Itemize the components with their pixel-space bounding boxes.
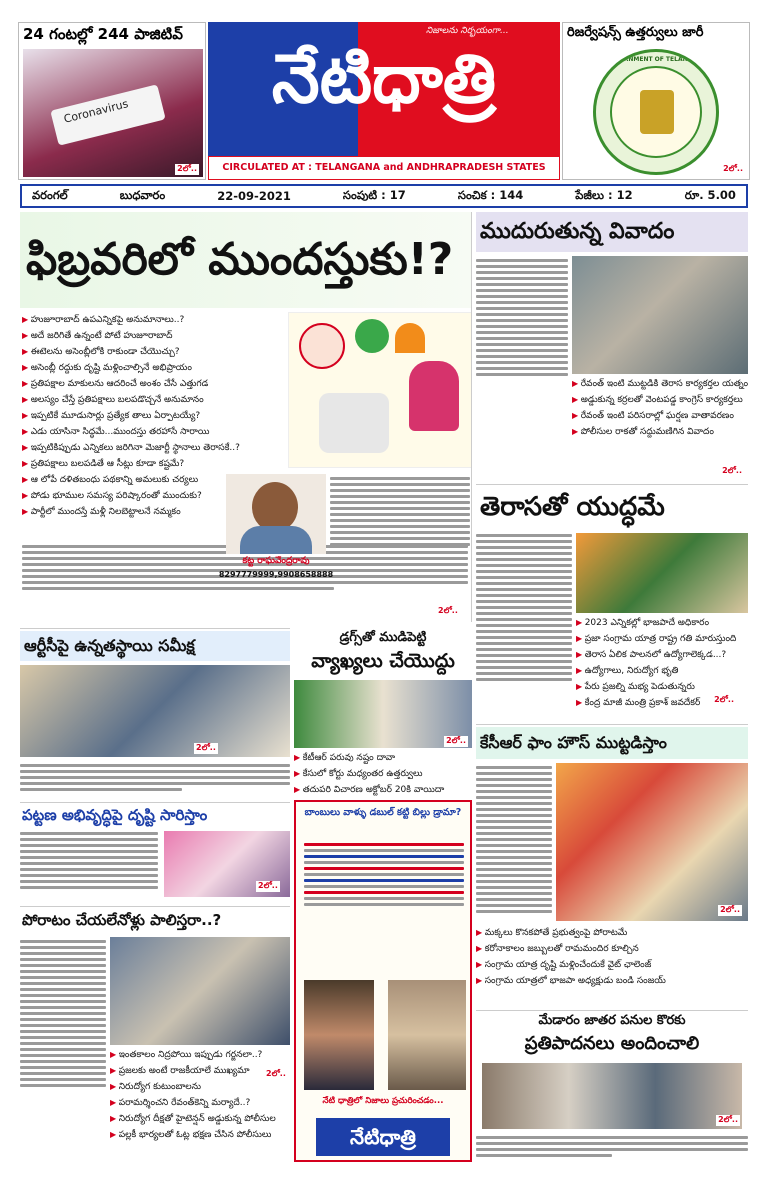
trs-bullet: ▶ కేంద్ర మాజీ మంత్రి ప్రకాశ్ జవదేకర్ bbox=[576, 695, 748, 711]
drugs-bullet: ▶ కేసులో కోర్టు మధ్యంతర ఉత్తర్వులు bbox=[294, 766, 472, 782]
lead-bullet: ▶ పార్టీలో ముందస్తే మళ్లీ నిలబెట్టాలనే నమ్మకం bbox=[22, 504, 282, 520]
medaram-photo bbox=[482, 1063, 742, 1129]
logo-block bbox=[208, 22, 560, 180]
ad-logo: నేటిధాత్రి bbox=[350, 1125, 416, 1149]
page-ref-left-promo: 2లో.. bbox=[177, 164, 197, 173]
ad-title: బాంబులు వాళ్ళు డబుల్ కట్టి బిల్లు డ్రామా? bbox=[304, 807, 462, 818]
rtc-headline-band bbox=[20, 631, 290, 661]
coronavirus-label: Coronavirus bbox=[62, 97, 130, 126]
protest-bullet: ▶ పల్లకీ భార్యలతో ఓట్ల భక్షణ చేసిన పోలీసులు bbox=[110, 1127, 290, 1143]
medaram-body-text bbox=[476, 1133, 748, 1160]
dispute-bullet: ▶ పోలీసుల రాకతో సద్దుమణిగిన వివాదం bbox=[572, 424, 748, 440]
political-cartoon bbox=[288, 312, 472, 468]
trs-story[interactable] bbox=[476, 484, 748, 720]
dispute-story[interactable] bbox=[476, 212, 748, 480]
info-issue: సంచిక : 144 bbox=[457, 187, 524, 202]
lead-bullet: ▶ ప్రతిపక్షాల మాకులను ఆదరించే అంశం చేసే ఎత్తుగడ bbox=[22, 376, 282, 392]
lead-side-text bbox=[330, 474, 470, 549]
protest-bullet: ▶ ప్రజలకు అంటే రాజకీయాలే ముఖ్యమా bbox=[110, 1063, 290, 1079]
lead-bullet: ▶ అదే జరిగితే ఉన్నంటే పోటే హుజూరాబాద్ bbox=[22, 328, 282, 344]
columnist-phone: 8297779999,9908658888 bbox=[218, 570, 334, 579]
dispute-photo bbox=[572, 256, 748, 374]
drugs-headline: వ్యాఖ్యలు చేయొద్దు bbox=[311, 650, 455, 672]
trs-bullet: ▶ ప్రజా సంగ్రామ యాత్ర రాష్ట్ర గతి మారుస్తుంది bbox=[576, 631, 748, 647]
trs-photo bbox=[576, 533, 748, 613]
protest-bullet: ▶ నిరుద్యోగ దీక్షతో హైటెన్షన్ అడ్డుకున్న పోలీసుల bbox=[110, 1111, 290, 1127]
kcr-story[interactable] bbox=[476, 724, 748, 1008]
circulated-text: CIRCULATED AT : TELANGANA and ANDHRAPRADESH STATES bbox=[222, 162, 546, 173]
left-promo-box[interactable] bbox=[18, 22, 206, 180]
dispute-body-text bbox=[476, 256, 568, 379]
rtc-body-text bbox=[20, 761, 290, 794]
drugs-kicker: డ్రగ్స్‌తో ముడిపెట్టి bbox=[339, 630, 427, 645]
medaram-story[interactable] bbox=[476, 1010, 748, 1162]
urban-story[interactable] bbox=[20, 802, 290, 902]
page-ref-medaram: 2లో.. bbox=[718, 1115, 738, 1124]
dispute-bullet: ▶ అడ్డుకున్న కర్రలతో వెంటపడ్డ కాంగ్రెస్ కార్యకర్తలు bbox=[572, 392, 748, 408]
page-ref-rtc: 2లో.. bbox=[196, 743, 216, 752]
info-price: రూ. 5.00 bbox=[684, 187, 736, 202]
columnist-photo bbox=[226, 474, 326, 554]
info-volume: సంపుటి : 17 bbox=[342, 187, 406, 202]
page-ref-kcr: 2లో.. bbox=[720, 905, 740, 914]
promo-ad-box[interactable] bbox=[294, 800, 472, 1162]
kcr-bullet: ▶ సంగ్రామ యాత్రలో భాజపా అధ్యక్షుడు బండి సంజయ్ bbox=[476, 973, 748, 989]
lead-bullet: ▶ అలస్యం చేస్తే ప్రతిపక్షాలు బలపడొచ్చనే అనుమానం bbox=[22, 392, 282, 408]
lead-bullet: ▶ ఇప్పటికే మూడుసార్లు ప్రత్యేక తాలు ఏర్పాటయ్యే? bbox=[22, 408, 282, 424]
columnist-name: కట్ట రాఘవేంద్రరావు bbox=[242, 556, 310, 566]
ad-photo-left bbox=[304, 980, 374, 1090]
drugs-bullet: ▶ తదుపరి విచారణ అక్టోబర్ 20కి వాయిదా bbox=[294, 782, 472, 798]
telangana-seal bbox=[593, 49, 719, 175]
lead-bullet: ▶ అసెంబ్లీ రద్దుకు దృష్టి మళ్లించాల్సినే అభిప్రాయం bbox=[22, 360, 282, 376]
urban-headline: పట్టణ అభివృద్ధిపై దృష్టి సారిస్తాం bbox=[22, 806, 208, 824]
page-ref-right-promo: 2లో.. bbox=[723, 164, 743, 173]
trs-headline: తెరాసతో యుద్ధమే bbox=[480, 492, 665, 522]
drugs-story[interactable] bbox=[294, 628, 472, 798]
page-ref-protest: 2లో.. bbox=[266, 1069, 286, 1078]
dispute-headline: ముదురుతున్న వివాదం bbox=[480, 219, 675, 244]
rtc-headline: ఆర్టీసీపై ఉన్నతస్థాయి సమీక్ష bbox=[24, 636, 195, 655]
protest-bullet: ▶ పరామర్శించని రేవంత్‌కెన్ని మర్యాదే..? bbox=[110, 1095, 290, 1111]
lead-headline-band bbox=[20, 212, 472, 308]
lead-bullet: ▶ పోడు భూముల సమస్య పరిష్కారంతో ముందుకు? bbox=[22, 488, 282, 504]
trs-bullet: ▶ 2023 ఎన్నికల్లో భాజపాదే అధికారం bbox=[576, 615, 748, 631]
dispute-bullet: ▶ రేవంత్ ఇంటి ముట్టడికి తెరాస కార్యకర్తల యత్నం bbox=[572, 376, 748, 392]
protest-body-text bbox=[20, 937, 106, 1090]
drugs-bullet: ▶ కేటీఆర్ పరువు నష్టం దావా bbox=[294, 750, 472, 766]
info-city: వరంగల్ bbox=[32, 187, 68, 202]
right-promo-heading: రిజర్వేషన్స్ ఉత్తర్వులు జారీ bbox=[567, 25, 704, 40]
lead-bullet: ▶ ఇప్పటికిప్పుడు ఎన్నికలు జరిగినా మెజార్టీ స్థానాలు తెరాసకే..? bbox=[22, 440, 282, 456]
page-ref-urban: 2లో.. bbox=[258, 881, 278, 890]
ad-body-text bbox=[304, 840, 464, 909]
info-date: 22-09-2021 bbox=[217, 189, 291, 203]
page-ref-trs: 2లో.. bbox=[714, 695, 734, 704]
kcr-photo bbox=[556, 763, 748, 921]
medaram-headline: ప్రతిపాదనలు అందించాలి bbox=[524, 1033, 700, 1054]
ad-photo-right bbox=[388, 980, 466, 1090]
kcr-bullet: ▶ సంగ్రామ యాత్ర దృష్టి మళ్లించేందుకే వైట్ ఛాలెంజ్ bbox=[476, 957, 748, 973]
trs-bullet: ▶ తెరాస ఏలిక పాలనలో ఉద్యోగాలెక్కడ...? bbox=[576, 647, 748, 663]
info-pages: పేజీలు : 12 bbox=[575, 187, 633, 202]
ad-logo-band bbox=[316, 1118, 450, 1156]
kcr-headline: కేసీఆర్ ఫాం హౌస్ ముట్టడిస్తాం bbox=[480, 733, 667, 752]
info-day: బుధవారం bbox=[119, 187, 166, 202]
page-ref-drugs: 2లో.. bbox=[446, 736, 466, 745]
page-ref-lead: 2లో.. bbox=[438, 606, 458, 615]
right-promo-box[interactable] bbox=[562, 22, 750, 180]
protest-story[interactable] bbox=[20, 906, 290, 1156]
trs-bullet: ▶ ఉద్యోగాలు, నిరుద్యోగ భృతి bbox=[576, 663, 748, 679]
lead-bullet: ▶ ఎడు యాసినా సిద్ధమే...ముందస్తు తరహాసే సారాయి bbox=[22, 424, 282, 440]
dispute-headline-band bbox=[476, 212, 748, 252]
protest-photo bbox=[110, 937, 290, 1045]
protest-bullet: ▶ ఇంతకాలం నిద్రపోయి ఇప్పుడు గర్జనలా..? bbox=[110, 1047, 290, 1063]
lead-headline: ఫిబ్రవరిలో ముందస్తుకు!? bbox=[26, 234, 454, 285]
newspaper-title: నేటిధాత్రి bbox=[271, 40, 497, 119]
dispute-bullet: ▶ రేవంత్ ఇంటి పరిసరాల్లో ఘర్షణ వాతావరణం bbox=[572, 408, 748, 424]
page-ref-dispute: 2లో.. bbox=[722, 466, 742, 475]
masthead bbox=[18, 22, 750, 180]
kcr-bullets bbox=[476, 925, 748, 989]
kcr-bullet: ▶ మక్కలు కొనకపోతే ప్రభుత్వంపై పోరాటమే bbox=[476, 925, 748, 941]
lead-bullet: ▶ ప్రతిపక్షాలు బలపడితే ఆ సీట్లు కూడా కష్టమే? bbox=[22, 456, 282, 472]
rtc-story[interactable] bbox=[20, 628, 290, 798]
lead-bullet: ▶ హుజూరాబాద్ ఉపఎన్నికపై అనుమానాలు..? bbox=[22, 312, 282, 328]
ad-tagline: నేటి ధాత్రిలో నిజాలు ప్రచురించడం... bbox=[322, 1096, 444, 1106]
rtc-photo bbox=[20, 665, 290, 757]
lead-bullet: ▶ ఈటెలను అసెంబ్లీలోకి రాకుండా చేయొచ్చు? bbox=[22, 344, 282, 360]
left-promo-heading: 24 గంటల్లో 244 పాజిటివ్ bbox=[23, 25, 183, 43]
kcr-bullet: ▶ కరోనాకాలం జబ్బులతో రామమందిర కూల్చిన bbox=[476, 941, 748, 957]
dispute-bullets bbox=[572, 376, 748, 440]
protest-bullets bbox=[110, 1047, 290, 1143]
circulated-strip bbox=[208, 156, 560, 180]
kcr-headline-band bbox=[476, 727, 748, 759]
slogan: నిజాలను నిర్భయంగా... bbox=[426, 26, 509, 36]
info-bar bbox=[20, 184, 748, 208]
protest-headline: పోరాటం చేయలేనోళ్లు పాలిస్తరా..? bbox=[22, 911, 222, 929]
lead-bullet: ▶ ఆ లోపే దళితబంధు పథకాన్ని అమలుకు చర్యలు bbox=[22, 472, 282, 488]
kcr-body-text bbox=[476, 763, 552, 916]
drugs-bullets bbox=[294, 750, 472, 798]
medaram-kicker: మేడారం జాతర పనుల కొరకు bbox=[538, 1013, 686, 1028]
lead-story[interactable] bbox=[20, 212, 472, 622]
trs-body-text bbox=[476, 531, 572, 684]
seal-text: GOVERNMENT OF TELANGANA bbox=[605, 56, 707, 63]
coronavirus-image bbox=[23, 49, 203, 177]
trs-bullet: ▶ పేరు ప్రజల్ని మభ్య పెడుతున్నరు bbox=[576, 679, 748, 695]
protest-bullet: ▶ నిరుద్యోగ కుటుంబాలను bbox=[110, 1079, 290, 1095]
urban-body-text bbox=[20, 829, 158, 892]
